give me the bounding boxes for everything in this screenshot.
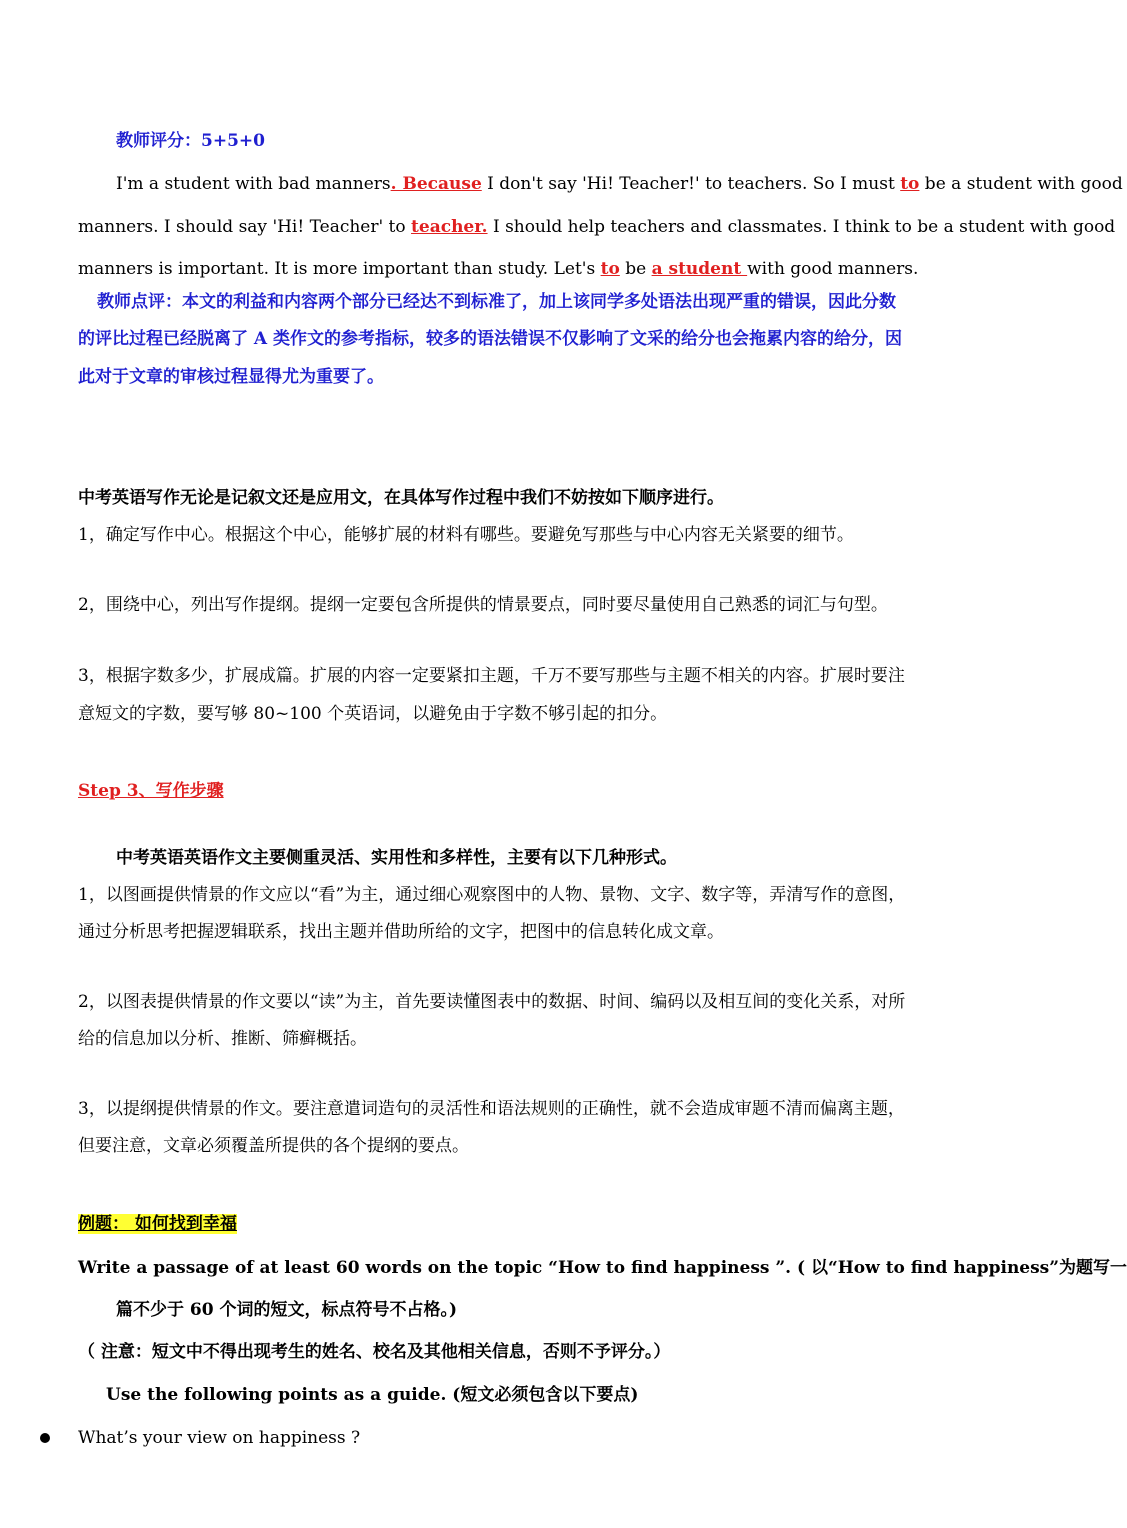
order-point-3-line-2: 意短文的字数，要写够 80~100 个英语词，以避免由于字数不够引起的扣分。 (78, 704, 668, 724)
essay-error: teacher. (411, 217, 488, 237)
order-point-2: 2，围绕中心，列出写作提纲。提纲一定要包含所提供的情景要点，同时要尽量使用自己熟悉的词汇与句型。 (78, 595, 888, 615)
essay-line-1 (116, 172, 1123, 196)
step3-point-2-line-1: 2，以图表提供情景的作文要以“读”为主，首先要读懂图表中的数据、时间、编码以及相互间的变化关系，对所 (78, 992, 906, 1012)
example-task-line-1: Write a passage of at least 60 words on the topic “How to find happiness ”. ( 以“How to find happiness”为题写一 (78, 1258, 1127, 1278)
teacher-comment-line-3: 此对于文章的审核过程显得尤为重要了。 (78, 367, 384, 387)
teacher-comment-line-2: 的评比过程已经脱离了 A 类作文的参考指标，较多的语法错误不仅影响了文采的给分也会拖累内容的给分，因 (78, 329, 903, 349)
example-guide: Use the following points as a guide. (短文必须包含以下要点) (106, 1385, 639, 1405)
essay-error: a student (651, 259, 748, 279)
example-heading-text: 例题： 如何找到幸福 (78, 1214, 237, 1234)
essay-text: be (619, 259, 652, 279)
essay-text: with good manners. (747, 259, 919, 279)
essay-text: I should help teachers and classmates. I think to be a student with good (487, 217, 1116, 237)
essay-text: I'm a student with bad manners (116, 174, 391, 194)
teacher-score: 教师评分：5+5+0 (116, 131, 265, 151)
essay-text: manners. I should say 'Hi! Teacher' to (78, 217, 412, 237)
example-note: （ 注意：短文中不得出现考生的姓名、校名及其他相关信息，否则不予评分。） (78, 1342, 671, 1362)
step3-heading (78, 779, 1002, 803)
essay-error: to (900, 174, 920, 194)
teacher-comment-line-1: 教师点评：本文的利益和内容两个部分已经达不到标准了，加上该同学多处语法出现严重的错误，因此分数 (97, 292, 896, 312)
essay-text: I don't say 'Hi! Teacher!' to teachers. So I must (481, 174, 901, 194)
essay-text: be a student with good (919, 174, 1123, 194)
essay-line-2 (78, 215, 1116, 239)
essay-error: to (600, 259, 620, 279)
essay-error: . Because (390, 174, 482, 194)
essay-text: manners is important. It is more important than study. Let's (78, 259, 601, 279)
step3-point-1-line-1: 1，以图画提供情景的作文应以“看”为主，通过细心观察图中的人物、景物、文字、数字等，弄清写作的意图， (78, 885, 906, 905)
step3-intro: 中考英语英语作文主要侧重灵活、实用性和多样性，主要有以下几种形式。 (116, 848, 677, 868)
essay-line-3 (78, 257, 1002, 281)
order-point-3-line-1: 3，根据字数多少，扩展成篇。扩展的内容一定要紧扣主题，千万不要写那些与主题不相关的内容。扩展时要注 (78, 666, 905, 686)
step3-point-3-line-1: 3，以提纲提供情景的作文。要注意遣词造句的灵活性和语法规则的正确性，就不会造成审题不清而偏离主题， (78, 1099, 905, 1119)
step3-point-2-line-2: 给的信息加以分析、推断、筛癣概括。 (78, 1029, 367, 1049)
order-point-1: 1，确定写作中心。根据这个中心，能够扩展的材料有哪些。要避免写那些与中心内容无关紧要的细节。 (78, 525, 854, 545)
example-bullet-1: What’s your view on happiness ? (78, 1428, 361, 1448)
step3-heading-text: Step 3、写作步骤 (78, 781, 224, 801)
order-heading: 中考英语写作无论是记叙文还是应用文，在具体写作过程中我们不妨按如下顺序进行。 (78, 488, 724, 508)
step3-point-3-line-2: 但要注意，文章必须覆盖所提供的各个提纲的要点。 (78, 1136, 469, 1156)
example-heading (78, 1212, 1002, 1236)
bullet-dot-icon (40, 1433, 50, 1443)
example-task-line-2: 篇不少于 60 个词的短文，标点符号不占格。) (116, 1300, 458, 1320)
step3-point-1-line-2: 通过分析思考把握逻辑联系，找出主题并借助所给的文字，把图中的信息转化成文章。 (78, 922, 724, 942)
